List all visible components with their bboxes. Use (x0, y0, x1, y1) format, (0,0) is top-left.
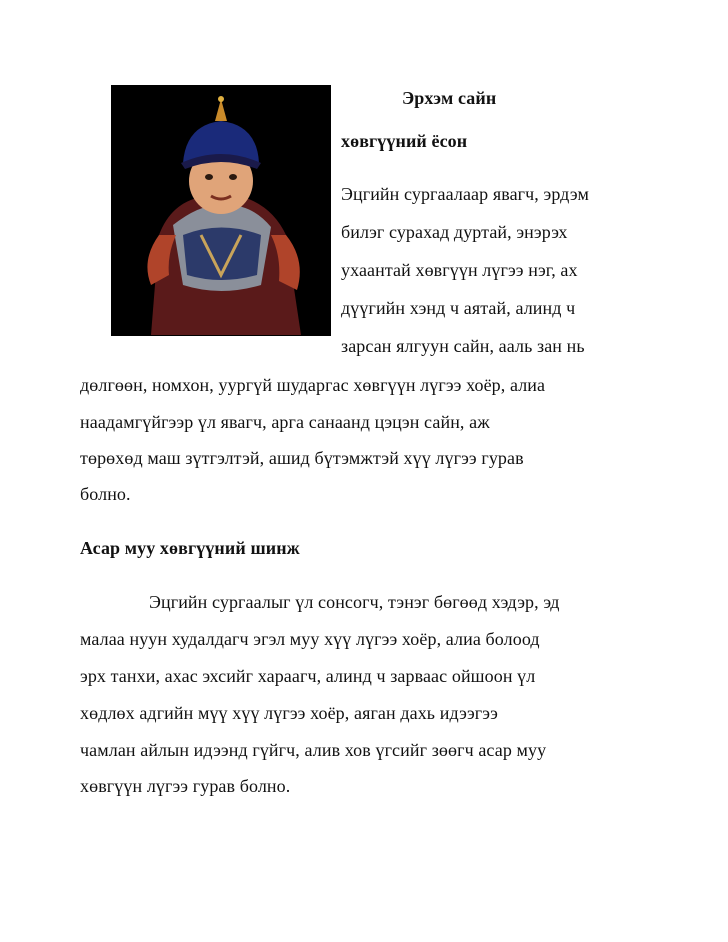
section-heading: Асар муу хөвгүүний шинж (80, 538, 300, 558)
para1-line: дүүгийн хэнд ч аятай, алинд ч (341, 298, 576, 318)
para1-line: ухаантай хөвгүүн лүгээ нэг, ах (341, 260, 578, 280)
child-photo (111, 85, 331, 336)
para2-line: Эцгийн сургаалыг үл сонсогч, тэнэг бөгөөд хэдэр, эд (149, 592, 560, 612)
para1-line: наадамгүйгээр үл явагч, арга санаанд цэцэн сайн, аж (80, 412, 490, 432)
para1-line: зарсан ялгуун сайн, ааль зан нь (341, 336, 585, 356)
para2-line: эрх танхи, ахас эхсийг хараагч, алинд ч зарваас ойшоон үл (80, 666, 536, 686)
para2-line: чамлан айлын идээнд гүйгч, алив хов үгсийг зөөгч асар муу (80, 740, 547, 760)
heading-line-1: Эрхэм сайн (402, 88, 497, 108)
para1-line: билэг сурахад дуртай, энэрэх (341, 222, 568, 242)
para2-line: хөдлөх адгийн мүү хүү лүгээ хоёр, аяган дахь идээгээ (80, 703, 498, 723)
para1-line: төрөхөд маш зүтгэлтэй, ашид бүтэмжтэй хүү лүгээ гурав (80, 448, 524, 468)
para2-line: хөвгүүн лүгээ гурав болно. (80, 776, 291, 796)
para1-line: дөлгөөн, номхон, уургүй шударгас хөвгүүн лүгээ хоёр, алиа (80, 375, 546, 395)
heading-line-2: хөвгүүний ёсон (341, 131, 468, 151)
para1-line: болно. (80, 484, 131, 504)
para2-line: малаа нуун худалдагч эгэл муу хүү лүгээ хоёр, алиа болоод (80, 629, 540, 649)
para1-line: Эцгийн сургаалаар явагч, эрдэм (341, 184, 590, 204)
